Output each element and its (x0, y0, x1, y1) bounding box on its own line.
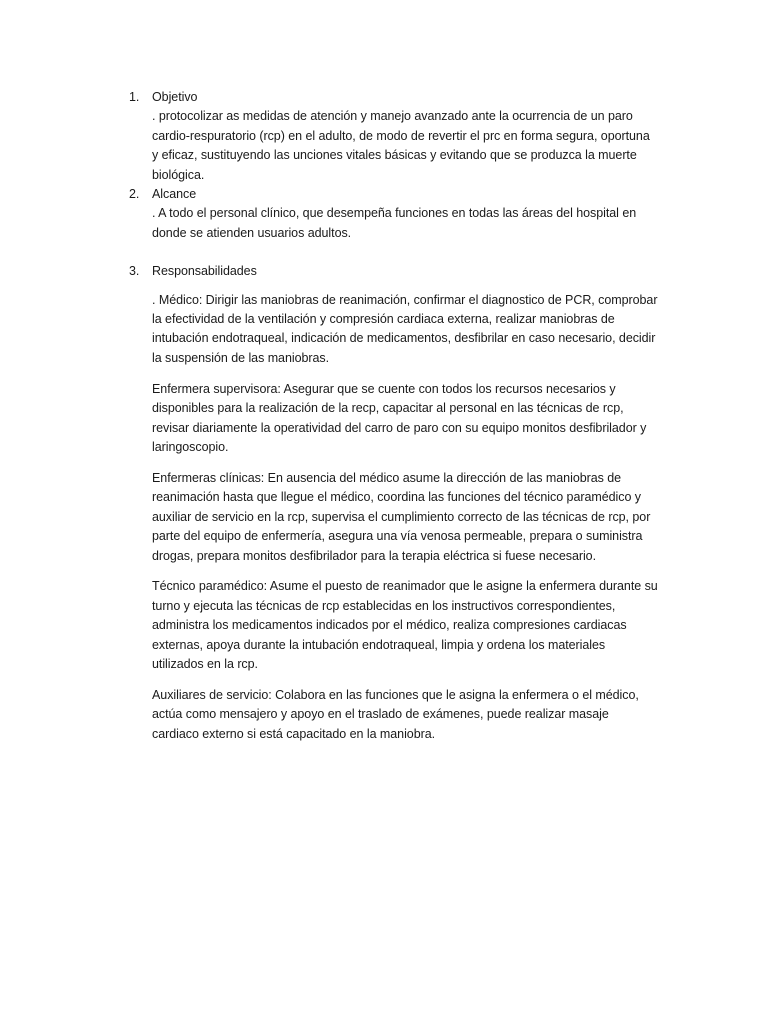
section-number: 1. (129, 90, 140, 104)
section-alcance (129, 185, 659, 243)
section-objetivo (129, 88, 659, 185)
document-body (129, 88, 659, 756)
responsibility-auxiliares-servicio: Auxiliares de servicio: Colabora en las funciones que le asigna la enfermera o el médico, actúa como mensajero y apoyo en el traslado de exámenes, puede realizar masaje cardiaco externo si está capacitado en la maniobra. (152, 687, 639, 741)
section-heading: Responsabilidades (152, 264, 257, 279)
section-text: . A todo el personal clínico, que desempeña funciones en todas las áreas del hospital en donde se atienden usuarios adultos. (152, 206, 637, 240)
section-heading: Objetivo (152, 90, 198, 104)
responsibility-enfermera-supervisora: Enfermera supervisora: Asegurar que se cuente con todos los recursos necesarios y disponibles para la realización de la recp, capacitar al personal en las técnicas de rcp, revisar diariamente la operatividad del carro de paro con su equipo monitos desfibrilador y laringoscopio. (152, 381, 647, 454)
responsibility-enfermeras-clinicas: Enfermeras clínicas: En ausencia del médico asume la dirección de las maniobras de reanimación hasta que llegue el médico, coordina las funciones del técnico paramédico y auxiliar de servicio en la rcp, supervisa el cumplimiento correcto de las técnicas de rcp, por parte del equipo de enfermería, asegura una vía venosa permeable, prepara o suministra drogas, prepara monitos desfibrilador para la terapia eléctrica si fuese necesario. (152, 470, 651, 563)
spacer (129, 243, 659, 262)
section-number: 3. (129, 264, 140, 279)
section-heading: Alcance (152, 187, 197, 202)
section-number: 2. (129, 187, 140, 202)
section-text: . protocolizar as medidas de atención y manejo avanzado ante la ocurrencia de un paro cardio-respuratorio (rcp) en el adulto, de modo de revertir el prc en forma segura, oportuna y eficaz, sustituyendo las unciones vitales básicas y evitando que se produzca la muerte biológica. (152, 109, 650, 182)
responsibility-medico: . Médico: Dirigir las maniobras de reanimación, confirmar el diagnostico de PCR, comprobar la efectividad de la ventilación y compresión cardiaca externa, realizar maniobras de intubación endotraqueal, indicación de medicamentos, desfibrilar en caso necesario, decidir la suspensión de las maniobras. (152, 292, 658, 365)
responsibility-tecnico-paramedico: Técnico paramédico: Asume el puesto de reanimador que le asigne la enfermera durante su turno y ejecuta las técnicas de rcp establecidas en los instructivos correspondientes, administra los medicamentos indicados por el médico, realiza compresiones cardiacas externas, apoya durante la intubación endotraqueal, limpia y ordena los materiales utilizados en la rcp. (152, 579, 658, 672)
section-responsabilidades (129, 262, 659, 744)
